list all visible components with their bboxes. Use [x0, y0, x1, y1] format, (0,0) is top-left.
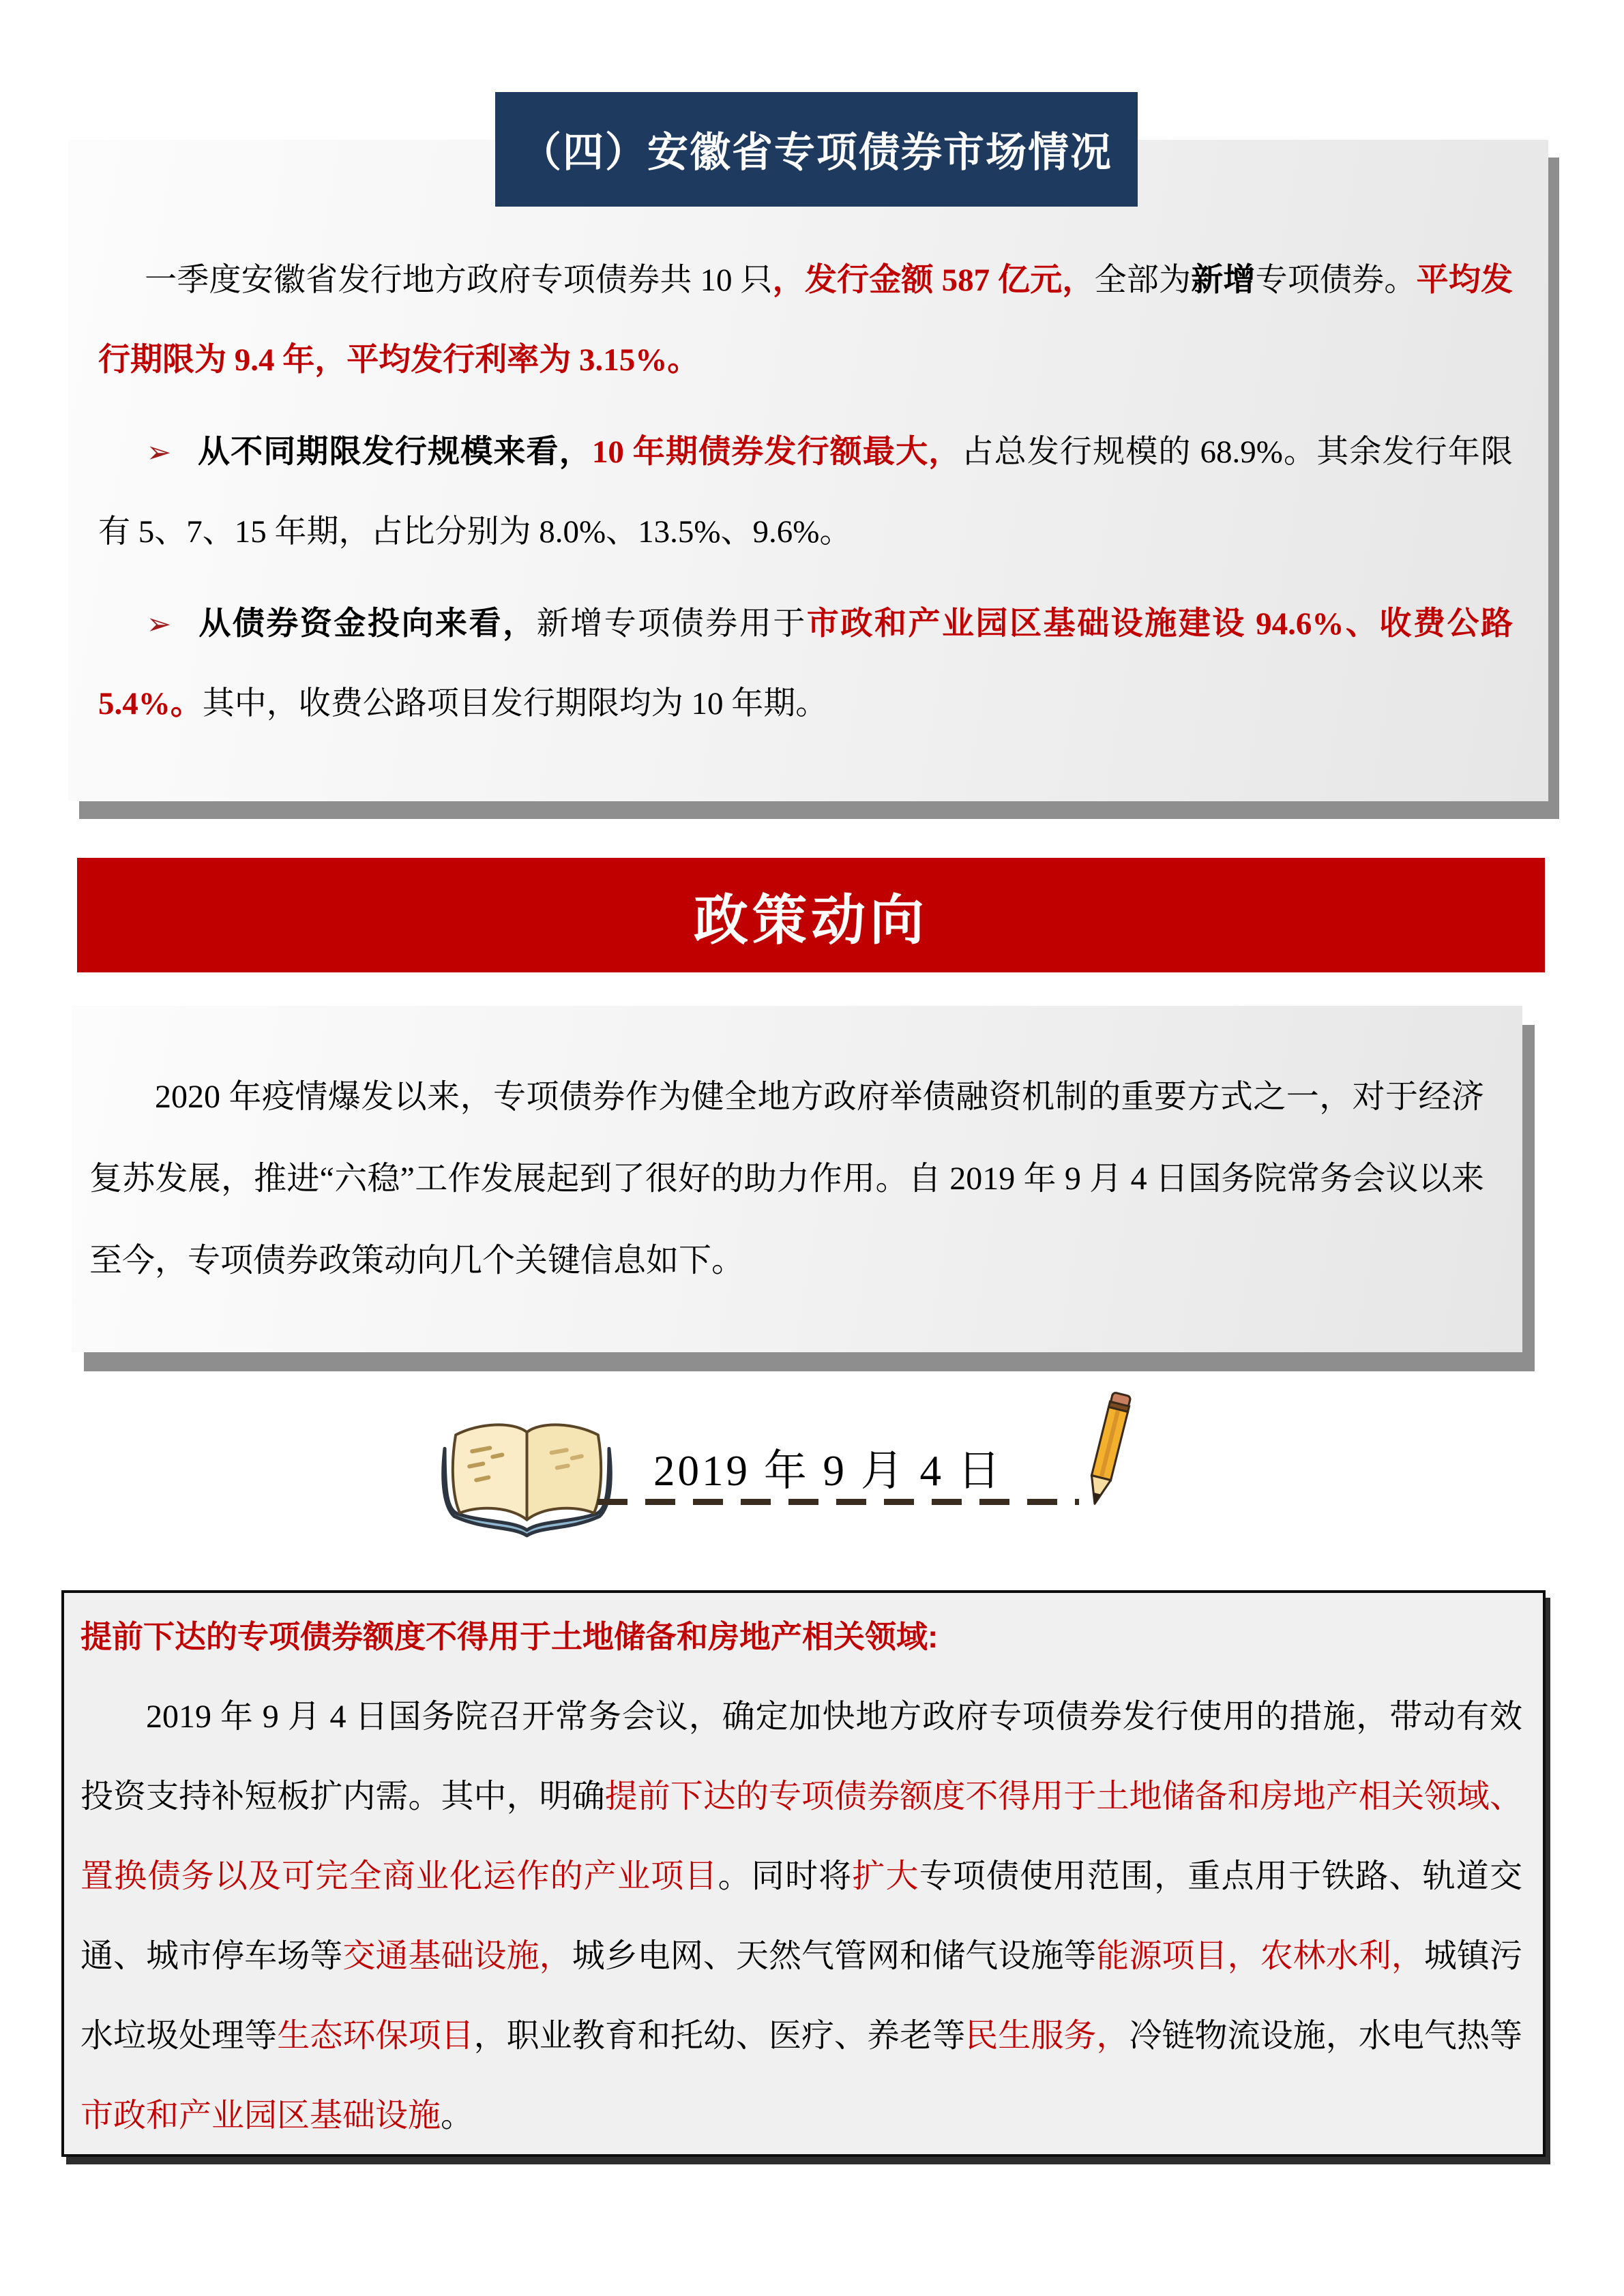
dashed-line	[597, 1499, 1079, 1505]
text-run: 全部为	[1094, 263, 1192, 298]
text-run: 民生服务，	[965, 2018, 1130, 2054]
text-run: 2020 年疫情爆发以来，专项债券作为健全地方政府举债融资机制的重要方式之一，对于经济复苏发展，推进“六稳”工作发展起到了很好的助力作用。自 2019 年 9 月 4 日国务院常务会议以来至今，专项债券政策动向几个关键信息如下。	[89, 1079, 1484, 1279]
text-run: 其中，收费公路项目发行期限均为 10 年期。	[202, 686, 828, 721]
text-run: 从不同期限发行规模来看，	[196, 434, 592, 470]
section4-heading: （四）安徽省专项债券市场情况	[520, 130, 1112, 175]
bullet-text	[98, 606, 1513, 721]
text-run: 新增	[1191, 263, 1256, 298]
text-run: 城镇污水垃圾处理等	[80, 1938, 1522, 2054]
text-run: 从债券资金投向来看，	[196, 606, 537, 642]
open-book-icon	[437, 1413, 618, 1540]
policy-intro-panel	[72, 1006, 1522, 1352]
text-run: 10 年期债券发行额最大，	[591, 434, 962, 470]
text-run: 城乡电网、天然气管网和储气设施等	[572, 1938, 1097, 1974]
text-run: ，发行金额 587 亿元，	[772, 263, 1095, 298]
policy-box-paragraph	[80, 1677, 1522, 2156]
text-run: 提前下达的专项债券额度不得用于土地储备和房地产相关领域、置换债务以及可完全商业化运作的产业项目	[80, 1778, 1522, 1894]
text-run: 2019 年 9 月 4 日国务院召开常务会议，确定加快地方政府专项债券发行使用的措施，带动有效投资支持补短板扩内需。其中，明确	[80, 1699, 1522, 1815]
policy-detail-box	[61, 1590, 1546, 2157]
text-run: 能源项目，农林水利，	[1096, 1938, 1424, 1974]
text-run: ，职业教育和托幼、医疗、养老等	[473, 2018, 966, 2054]
policy-banner-title: 政策动向	[694, 891, 928, 951]
text-run: 冷链物流设施，水电气热等	[1129, 2018, 1522, 2054]
policy-section-banner	[77, 858, 1545, 972]
bullet-item-maturity	[98, 413, 1513, 572]
text-run: 新增专项债券用于	[536, 606, 807, 642]
section4-heading-banner	[495, 92, 1138, 207]
text-run: 市政和产业园区基础设施	[80, 2098, 441, 2134]
text-run: 专项债券。	[1255, 263, 1417, 298]
bullet-text	[98, 434, 1513, 550]
pencil-icon	[1072, 1388, 1143, 1515]
text-run: 专项债使用范围，重点用于铁路、轨道交通、城市停车场等	[80, 1858, 1522, 1974]
text-run: 。	[441, 2098, 474, 2134]
text-run: 平均发行期限为 9.4 年，平均发行利率为 3.15%。	[98, 263, 1514, 378]
text-run: 市政和产业园区基础设施建设 94.6%、收费公路 5.4%。	[98, 606, 1514, 721]
text-run: 扩大	[852, 1858, 919, 1894]
text-run: 。同时将	[718, 1858, 853, 1894]
text-run: 生态环保项目	[277, 2018, 474, 2054]
text-run: 交通基础设施，	[342, 1938, 572, 1974]
bullet-item-use-of-proceeds	[98, 584, 1513, 744]
policy-intro-paragraph	[89, 1056, 1484, 1302]
arrow-bullet-icon: ➢	[146, 607, 172, 642]
text-run: 占总发行规模的 68.9%。其余发行年限有 5、7、15 年期，占比分别为 8.0%、13.5%、9.6%。	[98, 434, 1514, 550]
arrow-bullet-icon: ➢	[146, 435, 172, 470]
section4-paragraph	[98, 241, 1513, 400]
text-run: 一季度安徽省发行地方政府专项债券共 10 只	[145, 263, 773, 298]
policy-box-title: 提前下达的专项债券额度不得用于土地储备和房地产相关领域:	[80, 1619, 939, 1654]
divider-date: 2019 年 9 月 4 日	[653, 1447, 1003, 1495]
section4-panel	[68, 140, 1548, 801]
